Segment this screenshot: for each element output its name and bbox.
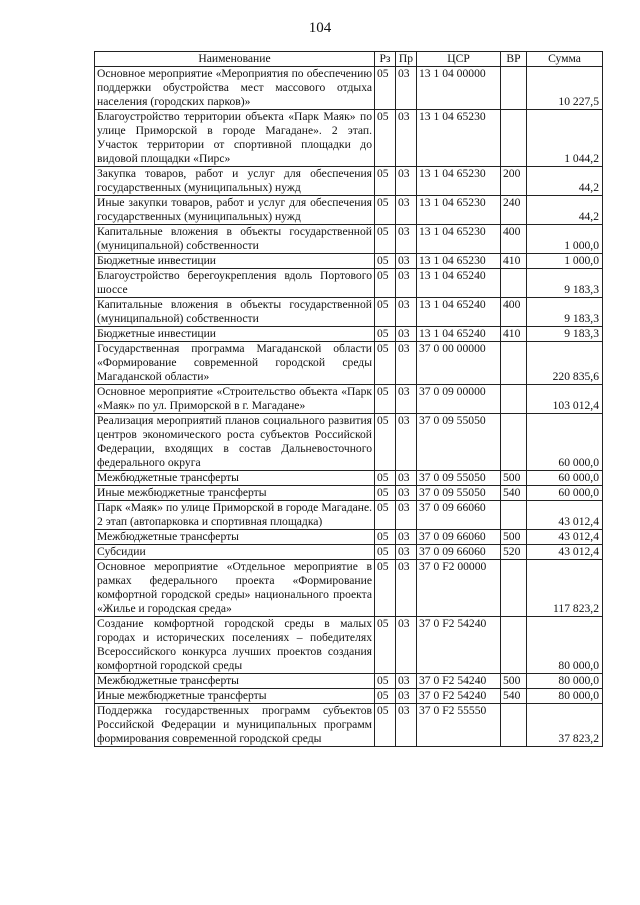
table-row	[95, 327, 603, 342]
cell-pr: 03	[396, 674, 417, 689]
cell-rz: 05	[375, 617, 396, 674]
header-sum: Сумма	[527, 52, 603, 67]
cell-vr: 500	[501, 471, 527, 486]
cell-rz: 05	[375, 196, 396, 225]
cell-pr: 03	[396, 167, 417, 196]
cell-pr: 03	[396, 196, 417, 225]
cell-rz: 05	[375, 545, 396, 560]
cell-pr: 03	[396, 471, 417, 486]
cell-sum: 60 000,0	[527, 471, 603, 486]
cell-pr: 03	[396, 704, 417, 747]
cell-csr: 13 1 04 65240	[417, 298, 501, 327]
cell-pr: 03	[396, 110, 417, 167]
cell-name: Парк «Маяк» по улице Приморской в городе Магадане. 2 этап (автопарковка и спортивная площадка)	[95, 501, 375, 530]
cell-sum: 60 000,0	[527, 414, 603, 471]
table-row	[95, 225, 603, 254]
table-row	[95, 269, 603, 298]
cell-rz: 05	[375, 298, 396, 327]
cell-sum: 220 835,6	[527, 342, 603, 385]
cell-rz: 05	[375, 414, 396, 471]
cell-csr: 37 0 09 00000	[417, 385, 501, 414]
cell-csr: 37 0 09 55050	[417, 471, 501, 486]
cell-name: Межбюджетные трансферты	[95, 530, 375, 545]
cell-rz: 05	[375, 689, 396, 704]
table-row	[95, 617, 603, 674]
cell-csr: 37 0 F2 00000	[417, 560, 501, 617]
cell-vr: 500	[501, 674, 527, 689]
table-row	[95, 414, 603, 471]
cell-rz: 05	[375, 342, 396, 385]
cell-sum: 1 000,0	[527, 225, 603, 254]
cell-vr	[501, 385, 527, 414]
cell-rz: 05	[375, 327, 396, 342]
cell-name: Реализация мероприятий планов социального развития центров экономического роста субъектов Российской Федерации, входящих в состав Дальневосточного федерального округа	[95, 414, 375, 471]
cell-csr: 13 1 04 65240	[417, 269, 501, 298]
cell-csr: 37 0 09 66060	[417, 545, 501, 560]
cell-sum: 44,2	[527, 167, 603, 196]
cell-rz: 05	[375, 269, 396, 298]
cell-vr: 410	[501, 327, 527, 342]
header-pr: Пр	[396, 52, 417, 67]
cell-csr: 13 1 04 65230	[417, 167, 501, 196]
cell-name: Государственная программа Магаданской области «Формирование современной городской среды Магаданской области»	[95, 342, 375, 385]
cell-csr: 37 0 F2 55550	[417, 704, 501, 747]
budget-table	[94, 51, 603, 747]
cell-vr: 410	[501, 254, 527, 269]
cell-rz: 05	[375, 254, 396, 269]
table-row	[95, 704, 603, 747]
cell-vr	[501, 617, 527, 674]
cell-sum: 103 012,4	[527, 385, 603, 414]
cell-sum: 9 183,3	[527, 327, 603, 342]
cell-sum: 43 012,4	[527, 530, 603, 545]
cell-name: Создание комфортной городской среды в малых городах и исторических поселениях – победителях Всероссийского конкурса лучших проектов создания комфортной городской среды	[95, 617, 375, 674]
cell-csr: 37 0 F2 54240	[417, 617, 501, 674]
cell-vr	[501, 414, 527, 471]
cell-csr: 13 1 04 65230	[417, 196, 501, 225]
cell-sum: 43 012,4	[527, 545, 603, 560]
cell-pr: 03	[396, 385, 417, 414]
cell-csr: 13 1 04 65230	[417, 254, 501, 269]
cell-vr	[501, 704, 527, 747]
cell-name: Основное мероприятие «Мероприятия по обеспечению поддержки обустройства мест массового отдыха населения (городских парков)»	[95, 67, 375, 110]
cell-vr: 400	[501, 225, 527, 254]
cell-csr: 13 1 04 65230	[417, 110, 501, 167]
cell-pr: 03	[396, 545, 417, 560]
cell-pr: 03	[396, 530, 417, 545]
cell-rz: 05	[375, 501, 396, 530]
cell-pr: 03	[396, 414, 417, 471]
cell-pr: 03	[396, 225, 417, 254]
table-row	[95, 689, 603, 704]
table-row	[95, 67, 603, 110]
table-row	[95, 560, 603, 617]
table-row	[95, 486, 603, 501]
cell-sum: 10 227,5	[527, 67, 603, 110]
cell-name: Основное мероприятие «Строительство объекта «Парк «Маяк» по ул. Приморской в г. Магадане»	[95, 385, 375, 414]
cell-sum: 117 823,2	[527, 560, 603, 617]
cell-pr: 03	[396, 254, 417, 269]
cell-sum: 80 000,0	[527, 617, 603, 674]
page-number: 104	[308, 20, 332, 36]
cell-vr: 500	[501, 530, 527, 545]
cell-name: Межбюджетные трансферты	[95, 471, 375, 486]
cell-vr	[501, 342, 527, 385]
cell-sum: 43 012,4	[527, 501, 603, 530]
cell-csr: 13 1 04 00000	[417, 67, 501, 110]
cell-rz: 05	[375, 560, 396, 617]
cell-sum: 37 823,2	[527, 704, 603, 747]
cell-sum: 1 000,0	[527, 254, 603, 269]
cell-name: Основное мероприятие «Отдельное мероприятие в рамках федерального проекта «Формирование комфортной городской среды» национального проекта «Жилье и городская среда»	[95, 560, 375, 617]
cell-name: Благоустройство берегоукрепления вдоль Портового шоссе	[95, 269, 375, 298]
cell-sum: 80 000,0	[527, 689, 603, 704]
cell-sum: 44,2	[527, 196, 603, 225]
cell-csr: 37 0 00 00000	[417, 342, 501, 385]
cell-csr: 37 0 09 66060	[417, 530, 501, 545]
table-row	[95, 110, 603, 167]
cell-rz: 05	[375, 167, 396, 196]
table-row	[95, 196, 603, 225]
table-row	[95, 530, 603, 545]
cell-pr: 03	[396, 486, 417, 501]
cell-rz: 05	[375, 67, 396, 110]
cell-csr: 13 1 04 65240	[417, 327, 501, 342]
cell-sum: 60 000,0	[527, 486, 603, 501]
header-vr: ВР	[501, 52, 527, 67]
cell-vr	[501, 501, 527, 530]
header-name: Наименование	[95, 52, 375, 67]
cell-csr: 37 0 09 55050	[417, 414, 501, 471]
cell-name: Капитальные вложения в объекты государственной (муниципальной) собственности	[95, 225, 375, 254]
cell-name: Иные межбюджетные трансферты	[95, 689, 375, 704]
cell-rz: 05	[375, 110, 396, 167]
cell-sum: 80 000,0	[527, 674, 603, 689]
cell-name: Благоустройство территории объекта «Парк Маяк» по улице Приморской в городе Магадане». 2 этап. Участок территории от спортивной площадки до видовой площадки «Пирс»	[95, 110, 375, 167]
cell-csr: 37 0 09 66060	[417, 501, 501, 530]
table-row	[95, 674, 603, 689]
cell-vr: 520	[501, 545, 527, 560]
cell-pr: 03	[396, 327, 417, 342]
cell-pr: 03	[396, 342, 417, 385]
table-row	[95, 501, 603, 530]
cell-pr: 03	[396, 560, 417, 617]
header-csr: ЦСР	[417, 52, 501, 67]
cell-pr: 03	[396, 67, 417, 110]
cell-name: Субсидии	[95, 545, 375, 560]
cell-rz: 05	[375, 530, 396, 545]
cell-vr	[501, 110, 527, 167]
cell-csr: 37 0 F2 54240	[417, 689, 501, 704]
cell-pr: 03	[396, 617, 417, 674]
cell-name: Бюджетные инвестиции	[95, 327, 375, 342]
cell-pr: 03	[396, 689, 417, 704]
cell-name: Бюджетные инвестиции	[95, 254, 375, 269]
cell-name: Иные межбюджетные трансферты	[95, 486, 375, 501]
cell-csr: 13 1 04 65230	[417, 225, 501, 254]
cell-name: Иные закупки товаров, работ и услуг для обеспечения государственных (муниципальных) нужд	[95, 196, 375, 225]
cell-vr: 200	[501, 167, 527, 196]
cell-rz: 05	[375, 471, 396, 486]
table-row	[95, 254, 603, 269]
cell-vr: 400	[501, 298, 527, 327]
table-row	[95, 471, 603, 486]
cell-rz: 05	[375, 674, 396, 689]
table-header-row	[95, 52, 603, 67]
cell-rz: 05	[375, 704, 396, 747]
table-row	[95, 298, 603, 327]
cell-rz: 05	[375, 486, 396, 501]
cell-csr: 37 0 F2 54240	[417, 674, 501, 689]
cell-rz: 05	[375, 385, 396, 414]
cell-vr	[501, 67, 527, 110]
cell-pr: 03	[396, 298, 417, 327]
cell-vr: 540	[501, 486, 527, 501]
cell-vr	[501, 560, 527, 617]
cell-name: Закупка товаров, работ и услуг для обеспечения государственных (муниципальных) нужд	[95, 167, 375, 196]
cell-vr	[501, 269, 527, 298]
cell-vr: 540	[501, 689, 527, 704]
cell-rz: 05	[375, 225, 396, 254]
cell-pr: 03	[396, 501, 417, 530]
table-row	[95, 167, 603, 196]
cell-name: Капитальные вложения в объекты государственной (муниципальной) собственности	[95, 298, 375, 327]
header-rz: Рз	[375, 52, 396, 67]
table-row	[95, 545, 603, 560]
cell-sum: 1 044,2	[527, 110, 603, 167]
cell-name: Межбюджетные трансферты	[95, 674, 375, 689]
cell-sum: 9 183,3	[527, 269, 603, 298]
cell-vr: 240	[501, 196, 527, 225]
cell-csr: 37 0 09 55050	[417, 486, 501, 501]
table-row	[95, 342, 603, 385]
table-row	[95, 385, 603, 414]
cell-name: Поддержка государственных программ субъектов Российской Федерации и муниципальных программ формирования современной городской среды	[95, 704, 375, 747]
cell-pr: 03	[396, 269, 417, 298]
cell-sum: 9 183,3	[527, 298, 603, 327]
